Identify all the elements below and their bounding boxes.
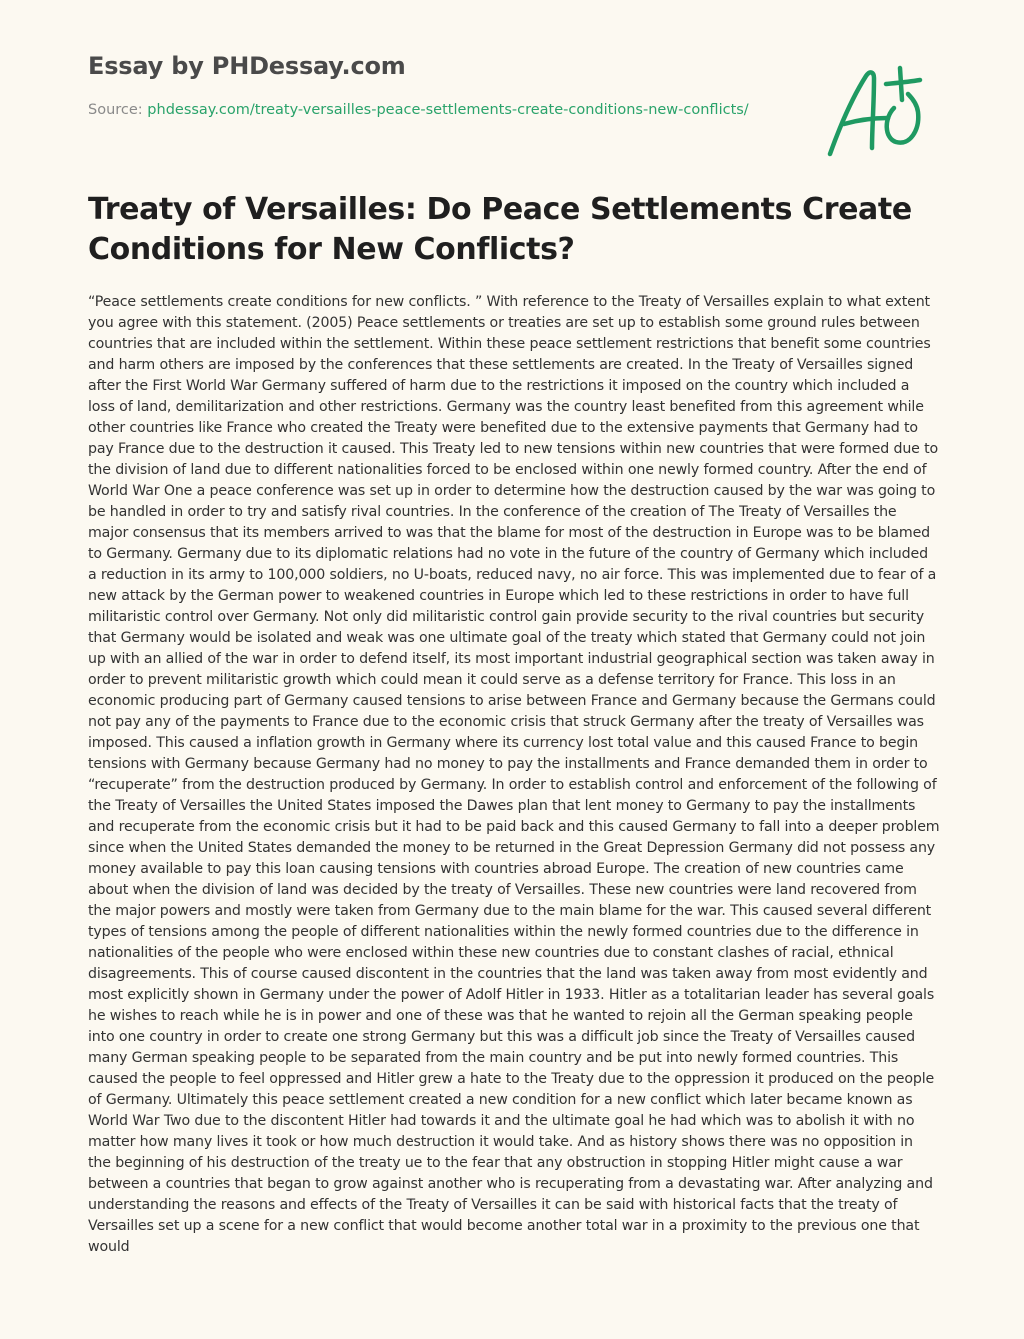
a-plus-logo-graphic (822, 64, 932, 160)
site-header (88, 50, 808, 120)
site-title: Essay by PHDessay.com (88, 52, 406, 80)
document-title: Treaty of Versailles: Do Peace Settlements Create Conditions for New Conflicts? (88, 192, 912, 267)
source-line (88, 100, 808, 120)
a-plus-grade-icon (822, 64, 932, 160)
source-label: Source: (88, 102, 148, 118)
document-body: “Peace settlements create conditions for new conflicts. ” With reference to the Treaty of Versailles explain to what extent you agree with this statement. (2005) Peace settlements or treaties are set up to establish some ground rules between countries that are included within the settlement. Within these peace settlement restrictions that benefit some countries and harm others are imposed by the conferences that these settlements are created. In the Treaty of Versailles signed after the First World War Germany suffered of harm due to the restrictions it imposed on the country which included a loss of land, demilitarization and other restrictions. Germany was the country least benefited from this agreement while other countries like France who created the Treaty were benefited due to the extensive payments that Germany had to pay France due to the destruction it caused. This Treaty led to new tensions within new countries that were formed due to the division of land due to different nationalities forced to be enclosed within one newly formed country. After the end of World War One a peace conference was set up in order to determine how the destruction caused by the war was going to be handled in order to try and satisfy rival countries. In the conference of the creation of The Treaty of Versailles the major consensus that its members arrived to was that the blame for most of the destruction in Europe was to be blamed to Germany. Germany due to its diplomatic relations had no vote in the future of the country of Germany which included a reduction in its army to 100,000 soldiers, no U-boats, reduced navy, no air force. This was implemented due to fear of a new attack by the German power to weakened countries in Europe which led to these restrictions in order to have full militaristic control over Germany. Not only did militaristic control gain provide security to the rival countries but security that Germany would be isolated and weak was one ultimate goal of the treaty which stated that Germany could not join up with an allied of the war in order to defend itself, its most important industrial geographical section was taken away in order to prevent militaristic growth which could mean it could serve as a defense territory for France. This loss in an economic producing part of Germany caused tensions to arise between France and Germany because the Germans could not pay any of the payments to France due to the economic crisis that struck Germany after the treaty of Versailles was imposed. This caused a inflation growth in Germany where its currency lost total value and this caused France to begin tensions with Germany because Germany had no money to pay the installments and France demanded them in order to “recuperate” from the destruction produced by Germany. In order to establish control and enforcement of the following of the Treaty of Versailles the United States imposed the Dawes plan that lent money to Germany to pay the installments and recuperate from the economic crisis but it had to be paid back and this caused Germany to fall into a deeper problem since when the United States demanded the money to be returned in the Great Depression Germany did not possess any money available to pay this loan causing tensions with countries abroad Europe. The creation of new countries came about when the division of land was decided by the treaty of Versailles. These new countries were land recovered from the major powers and mostly were taken from Germany due to the main blame for the war. This caused several different types of tensions among the people of different nationalities within the newly formed countries due to the difference in nationalities of the people who were enclosed within these new countries due to constant clashes of racial, ethnical disagreements. This of course caused discontent in the countries that the land was taken away from most evidently and most explicitly shown in Germany under the power of Adolf Hitler in 1933. Hitler as a totalitarian leader has several goals he wishes to reach while he is in power and one of these was that he wanted to rejoin all the German speaking people into one country in order to create one strong Germany but this was a difficult job since the Treaty of Versailles caused many German speaking people to be separated from the main country and be put into newly formed countries. This caused the people to feel oppressed and Hitler grew a hate to the Treaty due to the oppression it produced on the people of Germany. Ultimately this peace settlement created a new condition for a new conflict which later became known as World War Two due to the discontent Hitler had towards it and the ultimate goal he had which was to abolish it with no matter how many lives it took or how much destruction it would take. And as history shows there was no opposition in the beginning of his destruction of the treaty ue to the fear that any obstruction in stopping Hitler might cause a war between a countries that began to grow against another who is recuperating from a devastating war. After analyzing and understanding the reasons and effects of the Treaty of Versailles it can be said with historical facts that the treaty of Versailles set up a scene for a new conflict that would become another total war in a proximity to the previous one that would (88, 294, 940, 1255)
source-link[interactable]: phdessay.com/treaty-versailles-peace-settlements-create-conditions-new-conflicts/ (147, 102, 749, 118)
